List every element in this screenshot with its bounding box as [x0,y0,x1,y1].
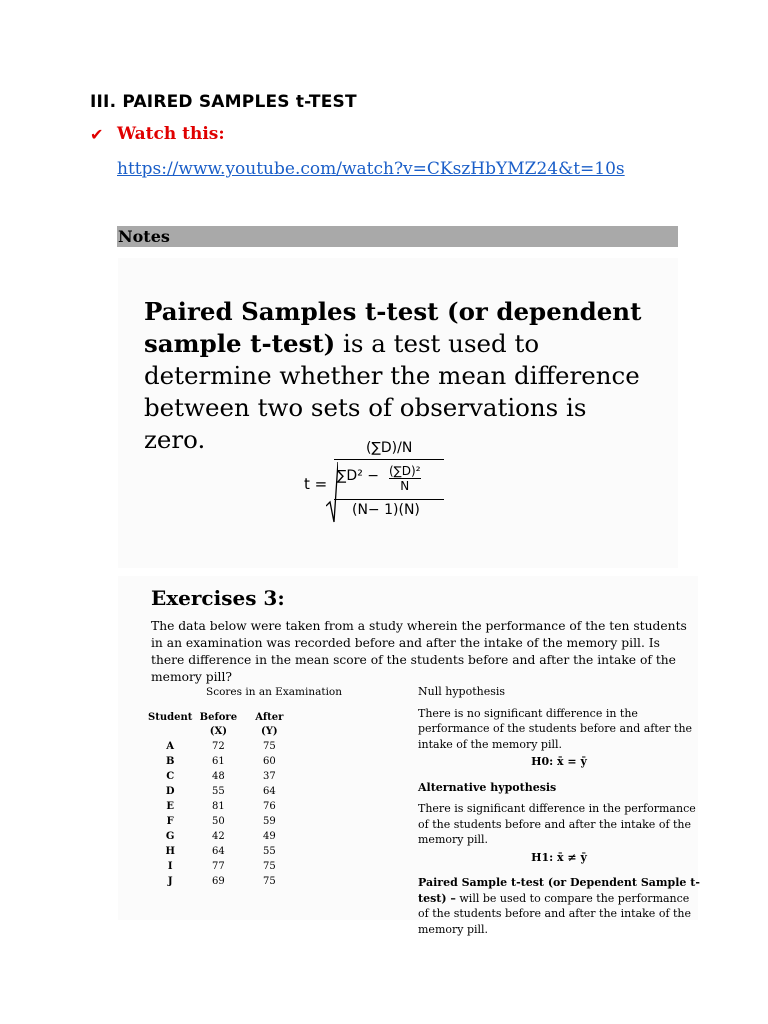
definition-text [144,296,654,456]
table-row [148,754,294,769]
table-row [148,829,294,844]
null-hypothesis-text: There is no significant difference in the performance of the students before and after the intake of the memory pill. [418,706,693,751]
method-rest: will be used to compare the performance of the students before and after the intake of the memory pill. [418,891,692,936]
col-header: Student [148,712,193,723]
table-row [148,874,294,889]
table-row [148,859,294,874]
notes-label: Notes [118,227,170,246]
definition-image [118,258,678,568]
t-formula [304,438,464,526]
cell: E [166,801,174,812]
fraction-bar-lower [334,499,444,500]
cell: B [165,756,175,767]
formula-numerator: (∑D)/N [366,440,413,456]
cell: 55 [211,786,225,797]
cell: 61 [211,756,225,767]
checkmark-icon: ✔ [90,124,104,144]
cell: 72 [211,741,225,752]
table-row [148,844,294,859]
method-text [418,875,700,937]
formula-lhs: t = [304,475,328,493]
table-subheader-row [148,725,294,739]
h0-equation: H0: x̄ = ȳ [531,755,587,768]
table-header-row [148,711,294,725]
definition-bold: Paired Samples t-test (or dependent sample t-test) [144,297,642,358]
notes-header-bar [117,226,678,247]
cell: 49 [262,831,276,842]
col-subheader: (Y) [261,726,278,737]
cell: A [166,741,175,752]
cell: 76 [262,801,276,812]
cell: 60 [262,756,276,767]
cell: 75 [262,861,276,872]
cell: 37 [262,771,276,782]
cell: 59 [262,816,276,827]
col-subheader: (X) [209,726,227,737]
exercise-image [118,576,700,936]
method-bold: Paired Sample t-test (or Dependent Sample t-test) – [418,876,700,905]
table-title: Scores in an Examination [206,686,343,698]
inner-numerator: (∑D)² [389,464,421,478]
scores-table [148,711,294,889]
formula-sum-d2: ∑D² − [337,468,380,484]
cell: 48 [211,771,225,782]
formula-denominator: (N− 1)(N) [352,502,420,518]
cell: J [167,876,173,887]
cell: H [165,846,175,857]
table-row [148,814,294,829]
formula-inner-fraction [389,464,421,493]
watch-line [90,124,225,144]
table-row [148,769,294,784]
exercise-description: The data below were taken from a study wherein the performance of the ten students in an examination was recorded before and after the intake of the memory pill. Is there difference in the mean score of the students before and after the intake of the memory pill? [151,619,687,684]
alt-hypothesis-text: There is significant difference in the performance of the students before and after the intake of the memory pill. [418,802,696,846]
cell: 81 [211,801,225,812]
col-subheader [148,725,192,739]
h1-equation: H1: x̄ ≠ ȳ [531,850,587,864]
fraction-bar [334,459,444,460]
hypotheses-block [418,684,700,937]
cell: I [167,861,173,872]
cell: G [165,831,175,842]
definition-rest: is a test used to determine whether the mean difference between two sets of observations is zero. [144,329,640,454]
youtube-link[interactable]: https://www.youtube.com/watch?v=CKszHbYMZ24&t=10s [117,159,625,179]
cell: 55 [262,846,276,857]
exercise-title: Exercises 3: [151,586,285,610]
cell: C [166,771,175,782]
null-hypothesis-label: Null hypothesis [418,685,506,698]
cell: D [165,786,175,797]
table-row [148,799,294,814]
cell: 77 [211,861,225,872]
col-header: After [255,712,284,723]
cell: 75 [262,741,276,752]
watch-label: Watch this: [117,124,225,144]
cell: 69 [211,876,225,887]
cell: 50 [211,816,225,827]
inner-denominator: N [400,479,410,493]
col-header: Before [199,712,238,723]
cell: F [166,816,174,827]
table-row [148,739,294,754]
alt-hypothesis-label: Alternative hypothesis [418,780,557,794]
cell: 75 [262,876,276,887]
cell: 42 [211,831,225,842]
cell: 64 [262,786,276,797]
cell: 64 [211,846,225,857]
table-row [148,784,294,799]
section-heading: III. PAIRED SAMPLES t-TEST [90,92,357,112]
